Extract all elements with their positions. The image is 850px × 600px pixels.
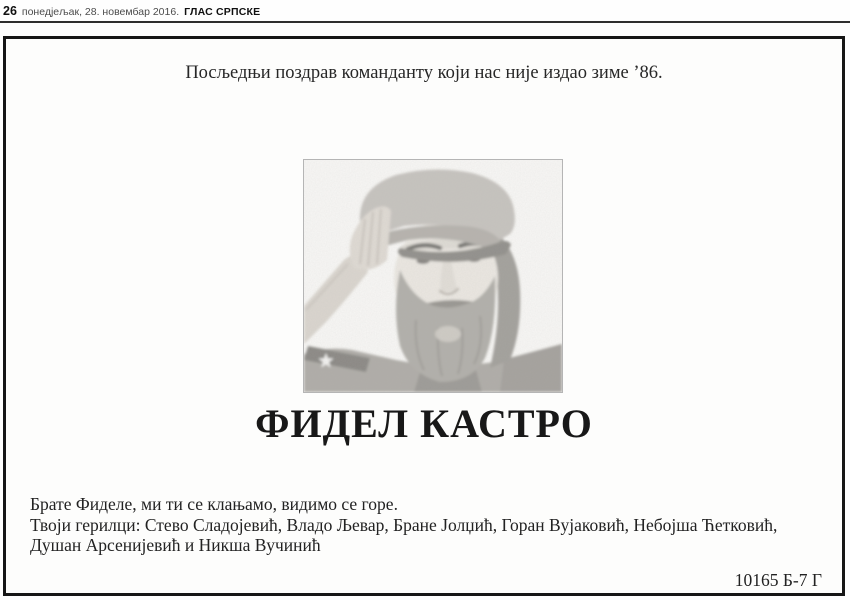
- newspaper-name: ГЛАС СРПСКЕ: [184, 6, 261, 18]
- page-number: 26: [3, 4, 17, 18]
- message-line: Твоји герилци: Стево Сладојевић, Владо Љевар, Бране Јолџић, Горан Вујаковић, Небојша Ћетковић,: [30, 514, 778, 535]
- message-line: Душан Арсенијевић и Никша Вучинић: [30, 535, 321, 555]
- dedication-line: Посљедњи поздрав команданту који нас није издао зиме ’86.: [185, 63, 663, 83]
- header-rule: [0, 21, 850, 23]
- deceased-name: ФИДЕЛ КАСТРО: [255, 401, 593, 446]
- portrait-photo: [303, 159, 563, 393]
- fidel-castro-portrait: [304, 160, 562, 392]
- page-header: [3, 4, 260, 20]
- notice-code: 10165 Б-7 Г: [734, 570, 822, 590]
- message-block: [30, 494, 824, 556]
- message-line: Брате Фиделе, ми ти се клањамо, видимо се горе.: [30, 494, 398, 514]
- obituary-box: [3, 36, 845, 596]
- date-text: понедјељак, 28. новембар 2016.: [21, 6, 180, 18]
